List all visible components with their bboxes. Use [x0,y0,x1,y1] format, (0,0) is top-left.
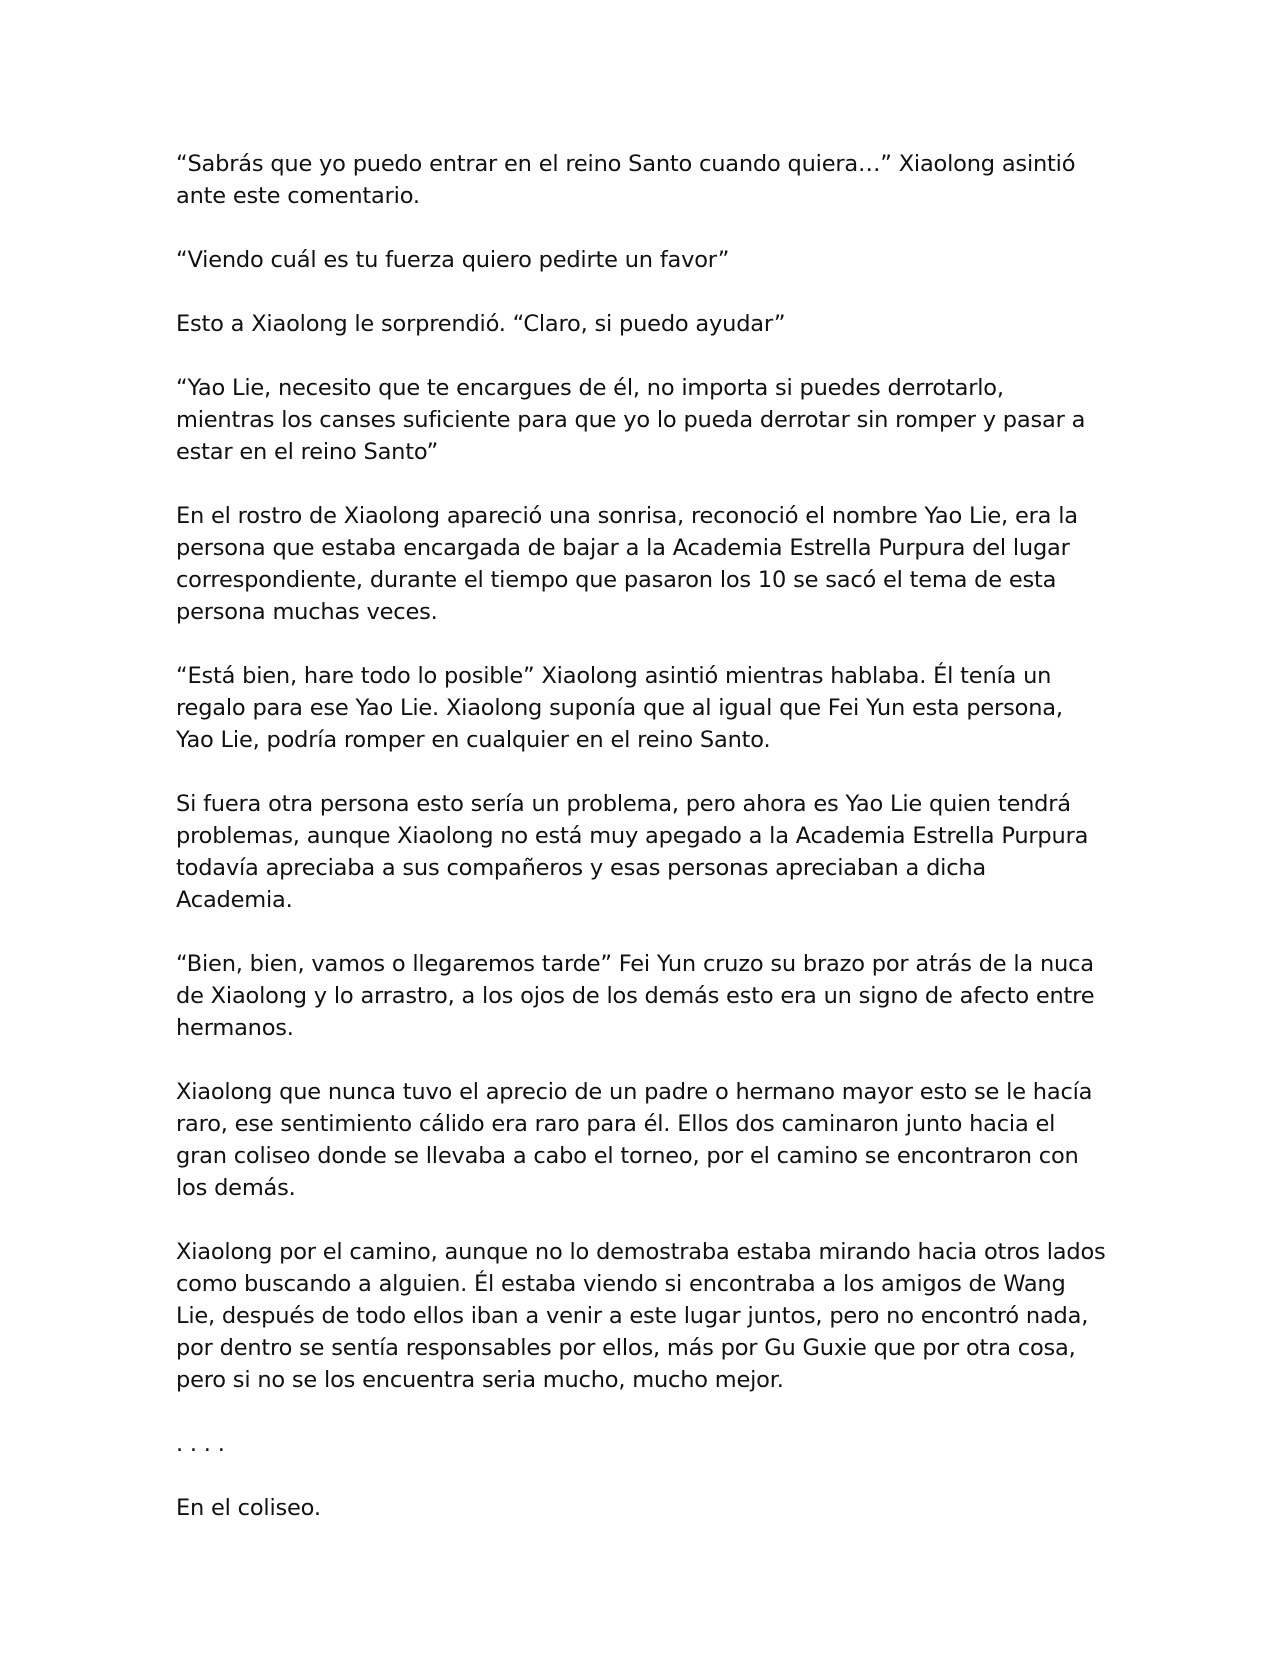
paragraph: En el rostro de Xiaolong apareció una sonrisa, reconoció el nombre Yao Lie, era la persona que estaba encargada de bajar a la Academia Estrella Purpura del lugar correspondiente, durante el tiempo que pasaron los 10 se sacó el tema de esta persona muchas veces. [176,503,1078,625]
paragraph: “Está bien, hare todo lo posible” Xiaolong asintió mientras hablaba. Él tenía un regalo para ese Yao Lie. Xiaolong suponía que al igual que Fei Yun esta persona, Yao Lie, podría romper en cualquier en el reino Santo. [176,663,1063,753]
document-body [176,148,1106,1556]
scene-break: . . . . [176,1431,225,1457]
paragraph: “Viendo cuál es tu fuerza quiero pedirte un favor” [176,247,730,273]
paragraph: Esto a Xiaolong le sorprendió. “Claro, si puedo ayudar” [176,311,786,337]
paragraph: “Bien, bien, vamos o llegaremos tarde” Fei Yun cruzo su brazo por atrás de la nuca de Xiaolong y lo arrastro, a los ojos de los demás esto era un signo de afecto entre hermanos. [176,951,1095,1041]
paragraph: Si fuera otra persona esto sería un problema, pero ahora es Yao Lie quien tendrá problemas, aunque Xiaolong no está muy apegado a la Academia Estrella Purpura todavía apreciaba a sus compañeros y esas personas apreciaban a dicha Academia. [176,791,1089,913]
paragraph: “Yao Lie, necesito que te encargues de él, no importa si puedes derrotarlo, mientras los canses suficiente para que yo lo pueda derrotar sin romper y pasar a estar en el reino Santo” [176,375,1086,465]
paragraph: Xiaolong por el camino, aunque no lo demostraba estaba mirando hacia otros lados como buscando a alguien. Él estaba viendo si encontraba a los amigos de Wang Lie, después de todo ellos iban a venir a este lugar juntos, pero no encontró nada, por dentro se sentía responsables por ellos, más por Gu Guxie que por otra cosa, pero si no se los encuentra seria mucho, mucho mejor. [176,1239,1106,1393]
paragraph: “Sabrás que yo puedo entrar en el reino Santo cuando quiera…” Xiaolong asintió ante este comentario. [176,151,1076,209]
paragraph: En el coliseo. [176,1495,321,1521]
paragraph: Xiaolong que nunca tuvo el aprecio de un padre o hermano mayor esto se le hacía raro, ese sentimiento cálido era raro para él. Ellos dos caminaron junto hacia el gran coliseo donde se llevaba a cabo el torneo, por el camino se encontraron con los demás. [176,1079,1093,1201]
